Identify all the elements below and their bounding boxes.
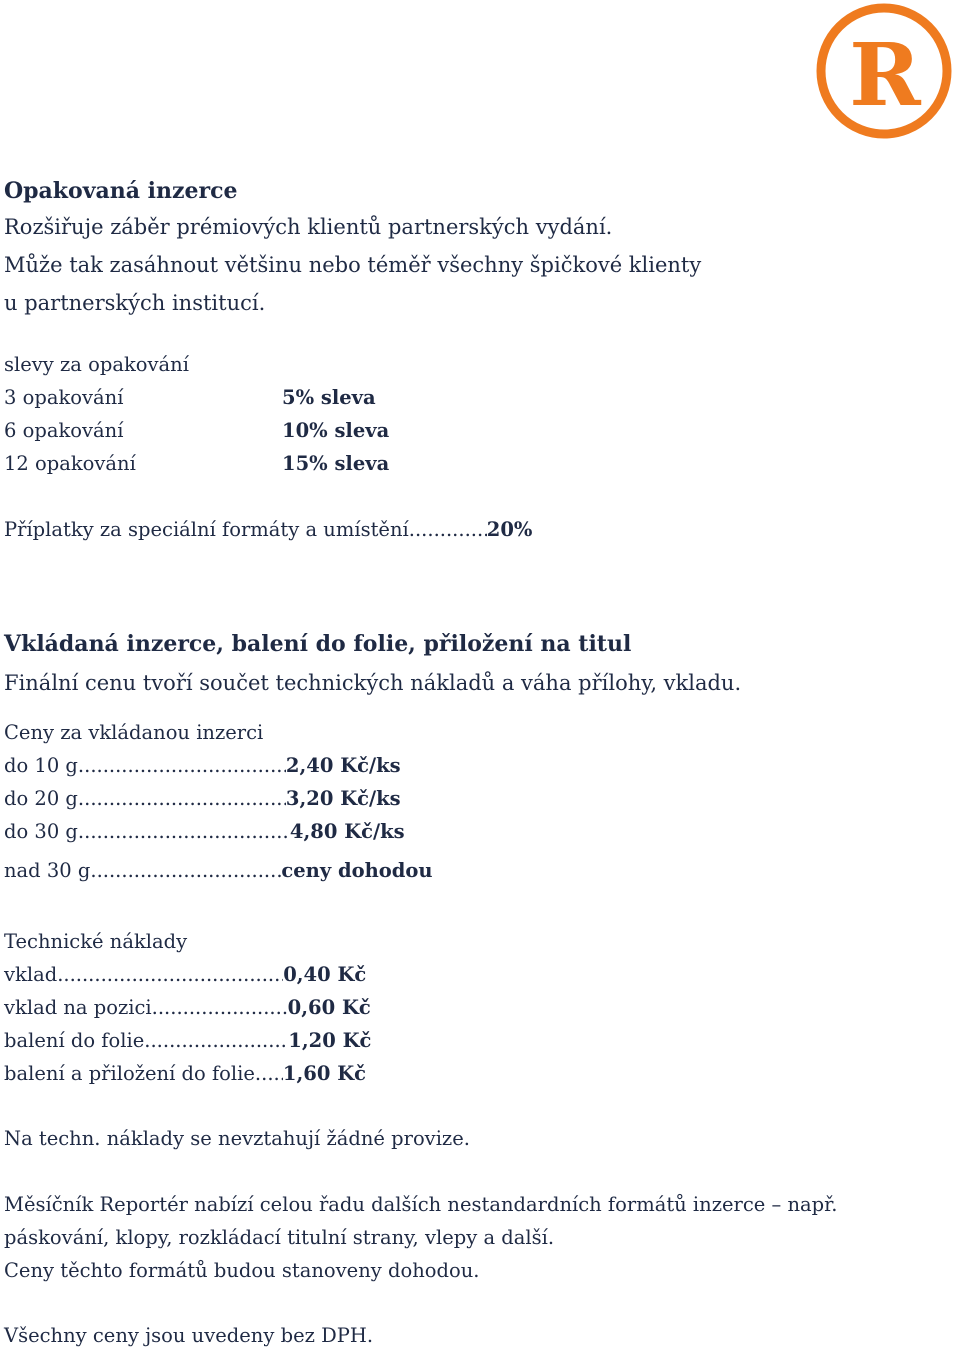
repeat-intro-line-3: u partnerských institucí. (4, 291, 266, 315)
price-value: 4,80 Kč/ks (289, 820, 405, 843)
repeat-title: Opakovaná inzerce (4, 178, 238, 204)
tech-heading: Technické náklady (4, 930, 188, 953)
surcharge-value: 20% (486, 518, 533, 541)
discount-label: 6 opakování (4, 419, 124, 442)
tech-row (4, 1029, 371, 1052)
other-line-2: páskování, klopy, rozkládací titulní strany, vlepy a další. (4, 1226, 555, 1249)
leader-dots (409, 518, 487, 541)
price-label: do 20 g (4, 787, 78, 810)
discount-row (4, 452, 389, 475)
leader-dots (152, 996, 288, 1019)
tech-label: vklad (4, 963, 58, 986)
price-label: nad 30 g (4, 859, 91, 882)
price-label: do 10 g (4, 754, 78, 777)
price-label: do 30 g (4, 820, 78, 843)
prices-heading: Ceny za vkládanou inzerci (4, 721, 264, 744)
price-value: 2,40 Kč/ks (285, 754, 401, 777)
repeat-intro-line-2: Může tak zasáhnout většinu nebo téměř všechny špičkové klienty (4, 253, 702, 277)
tech-value: 0,40 Kč (283, 963, 367, 986)
discount-label: 3 opakování (4, 386, 124, 409)
leader-dots (78, 820, 290, 843)
discount-value: 5% sleva (282, 386, 376, 409)
tech-label: balení do folie (4, 1029, 145, 1052)
price-row (4, 754, 401, 777)
inserts-title: Vkládaná inzerce, balení do folie, přiložení na titul (4, 631, 632, 657)
discounts-heading: slevy za opakování (4, 353, 189, 376)
tech-value: 1,60 Kč (282, 1062, 367, 1085)
price-row (4, 820, 405, 843)
leader-dots (78, 787, 286, 810)
tech-row (4, 963, 366, 986)
tech-label: vklad na pozici (4, 996, 152, 1019)
price-row (4, 787, 401, 810)
tech-value: 1,20 Kč (288, 1029, 372, 1052)
leader-dots (144, 1029, 288, 1052)
discount-value: 10% sleva (282, 419, 390, 442)
price-value: 3,20 Kč/ks (285, 787, 401, 810)
discount-value: 15% sleva (282, 452, 390, 475)
leader-dots (57, 963, 283, 986)
leader-dots (78, 754, 286, 777)
inserts-description: Finální cenu tvoří součet technických nákladů a váha přílohy, vkladu. (4, 671, 742, 695)
price-row (4, 859, 433, 882)
tech-value: 0,60 Kč (287, 996, 371, 1019)
price-value: ceny dohodou (281, 859, 433, 882)
reporter-logo (815, 2, 953, 140)
leader-dots (90, 859, 281, 882)
leader-dots (255, 1062, 283, 1085)
logo-letter: R (849, 25, 921, 126)
tech-label: balení a přiložení do folie (4, 1062, 255, 1085)
discount-row (4, 419, 389, 442)
tech-row (4, 996, 371, 1019)
surcharge-label: Příplatky za speciální formáty a umístění (4, 518, 409, 541)
tech-note: Na techn. náklady se nevztahují žádné provize. (4, 1127, 470, 1150)
repeat-intro-line-1: Rozšiřuje záběr prémiových klientů partnerských vydání. (4, 215, 613, 239)
surcharge-row (4, 518, 532, 541)
discount-label: 12 opakování (4, 452, 136, 475)
other-line-1: Měsíčník Reportér nabízí celou řadu dalších nestandardních formátů inzerce – např. (4, 1193, 838, 1216)
discount-row (4, 386, 376, 409)
tech-row (4, 1062, 366, 1085)
other-line-3: Ceny těchto formátů budou stanoveny dohodou. (4, 1259, 480, 1282)
footer-note: Všechny ceny jsou uvedeny bez DPH. (4, 1324, 374, 1347)
